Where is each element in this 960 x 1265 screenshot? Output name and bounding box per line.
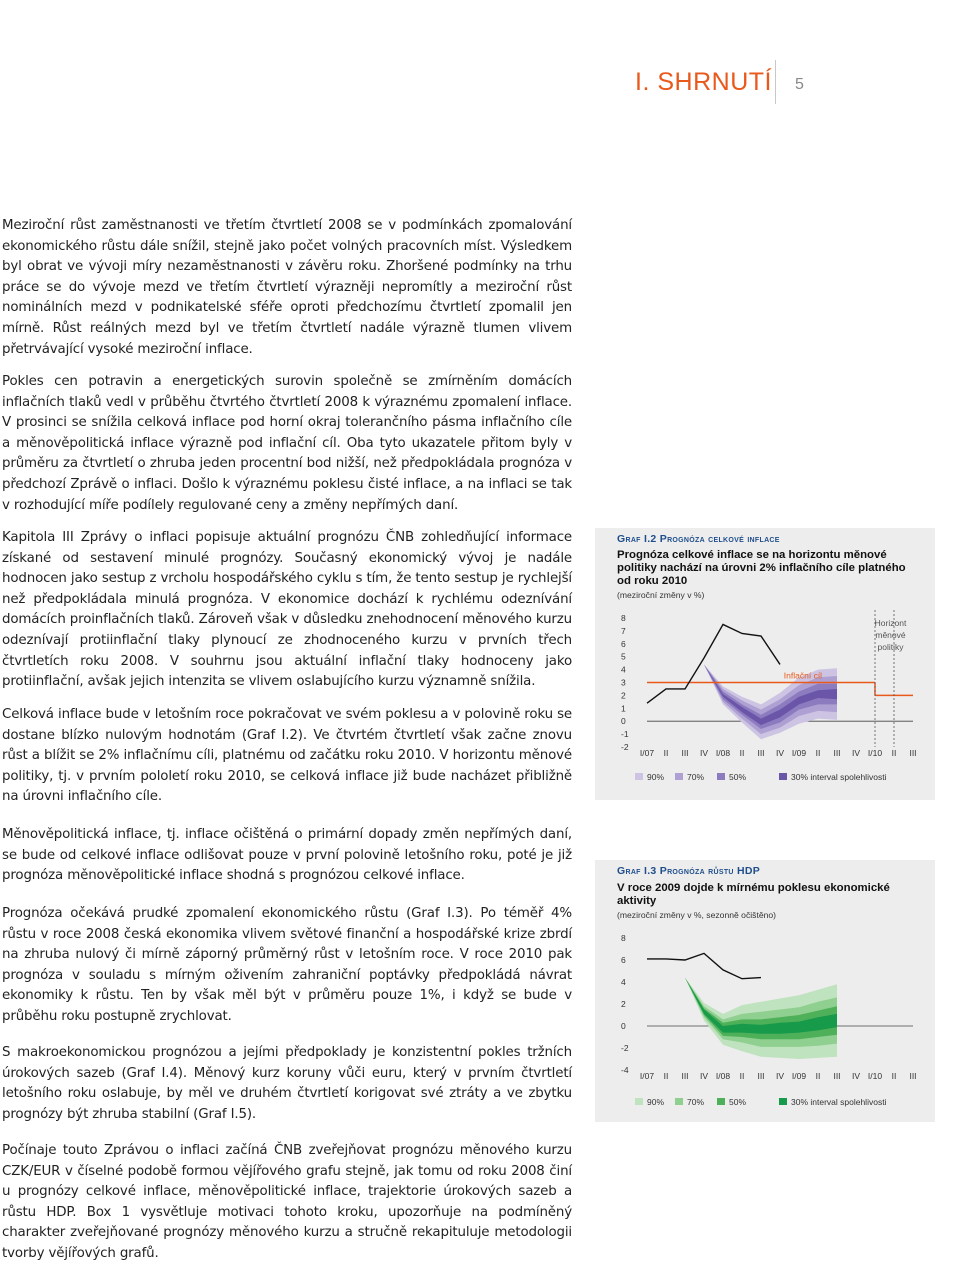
x-tick-label: IV [699, 1071, 709, 1081]
y-tick-label: 3 [621, 677, 626, 688]
y-tick-label: 0 [621, 716, 626, 727]
legend-label: 70% [687, 772, 705, 782]
y-tick-label: -4 [621, 1065, 629, 1075]
paragraph-headline-inflation: Celková inflace bude v letošním roce pokračovat ve svém poklesu a v polovině roku se dostane blízko nulovým hodnotám (Graf I.2). Ve čtvrtém čtvrtletí však začne znovu růst a blížit se 2% inflačnímu cíli, platnému od začátku roku 2010. V horizontu měnové politiky, tj. v prvním pololetí roku 2010, se celková inflace již bude nacházet přibližně na úrovni inflačního cíle. [2, 707, 572, 805]
y-tick-label: 2 [621, 690, 626, 701]
actual-data-line [647, 624, 780, 703]
y-tick-label: 8 [621, 933, 626, 943]
chart-header: Graf I.3 Prognóza růstu HDP [617, 865, 761, 877]
x-tick-label: II [663, 1071, 669, 1081]
x-tick-label: I/08 [715, 748, 731, 758]
y-tick-label: -2 [621, 1043, 629, 1053]
inflation-target-label: Inflační cíl [783, 670, 823, 681]
legend-swatch [779, 773, 787, 780]
chart-subtitle: (meziroční změny v %, sezonně očištěno) [617, 910, 777, 920]
gdp-fan-chart [595, 922, 935, 1122]
y-tick-label: 6 [621, 955, 626, 965]
x-tick-label: IV [699, 748, 709, 758]
x-tick-label: IV [851, 1071, 861, 1081]
legend-swatch [717, 1098, 725, 1105]
x-tick-label: II [739, 1071, 745, 1081]
legend-label: 30% interval spolehlivosti [791, 772, 887, 782]
inflation-fan-chart [595, 602, 935, 802]
x-tick-label: IV [851, 748, 861, 758]
paragraph-gdp: Prognóza očekává prudké zpomalení ekonomického růstu (Graf I.3). Po téměř 4% růstu v roce 2008 česká ekonomika vlivem světové finanční a hospodářské krize zbrdí na zhruba nulový či mírně záporný průměrný růst v letošním roce. V roce 2010 pak prognóza v souladu s mírným oživením zahraniční poptávky předpokládá návrat ekonomiky k růstu. Ten by však měl být v průměru pouze 1%, i když se bude v průběhu roku postupně zrychlovat. [2, 906, 572, 1024]
legend-label: 90% [647, 772, 665, 782]
y-tick-label: 4 [621, 664, 626, 675]
legend-label: 30% interval spolehlivosti [791, 1097, 887, 1107]
x-tick-label: I/10 [867, 748, 883, 758]
x-tick-label: I/07 [639, 1071, 655, 1081]
x-tick-label: III [681, 1071, 689, 1081]
horizon-label: politiky [877, 642, 904, 652]
x-tick-label: II [891, 748, 897, 758]
legend-label: 90% [647, 1097, 665, 1107]
paragraph-labour-market: Meziroční růst zaměstnanosti ve třetím čtvrtletí 2008 se v podmínkách zpomalování ekonomického růstu dále snížil, stejně jako počet volných pracovních míst. Výsledkem byl obrat ve vývoji míry nezaměstnanosti v závěru roku. Zhoršené podmínky na trhu práce se do vývoje mezd ve třetím čtvrtletí výrazněji nepromítly a meziroční růst nominálních mezd v podnikatelské sféře oproti předchozímu čtvrtletí zpomalil jen mírně. Růst reálných mezd byl ve třetím čtvrtletí nadále výrazně tlumen vlivem přetrvávající vysoké meziroční inflace. [2, 218, 572, 357]
y-tick-label: 5 [621, 651, 626, 662]
chart-title: V roce 2009 dojde k mírnému poklesu ekonomické aktivity [617, 882, 890, 907]
chart-subtitle: (meziroční změny v %) [617, 590, 705, 600]
legend-swatch [717, 773, 725, 780]
chart-panel-gdp [595, 860, 935, 1122]
legend-swatch [675, 773, 683, 780]
x-tick-label: II [891, 1071, 897, 1081]
actual-data-line [647, 953, 761, 978]
x-tick-label: II [815, 1071, 821, 1081]
y-tick-label: 4 [621, 977, 626, 987]
x-tick-label: I/09 [791, 1071, 807, 1081]
horizon-label: Horizont [874, 618, 907, 628]
page-number: 5 [795, 76, 804, 93]
x-tick-label: II [815, 748, 821, 758]
x-tick-label: III [833, 1071, 841, 1081]
y-tick-label: -1 [621, 729, 629, 740]
y-tick-label: 0 [621, 1021, 626, 1031]
legend-label: 70% [687, 1097, 705, 1107]
legend-swatch [675, 1098, 683, 1105]
y-tick-label: -2 [621, 742, 629, 752]
y-tick-label: 6 [621, 638, 626, 649]
y-tick-label: 7 [621, 625, 626, 636]
paragraph-monetary-policy-inflation: Měnověpolitická inflace, tj. inflace očištěná o primární dopady změn nepřímých daní, se bude od celkové inflace odlišovat pouze v první polovině letošního roku, poté je již prognóza měnověpolitické inflace shodná s prognózou celkové inflace. [2, 827, 572, 884]
horizon-label: měnové [875, 630, 906, 640]
x-tick-label: III [757, 1071, 765, 1081]
paragraph-inflation: Pokles cen potravin a energetických surovin společně se zmírněním domácích inflačních tlaků vedl v průběhu čtvrtého čtvrtletí 2008 k výraznému zpomalení inflace. V prosinci se snížila celková inflace pod horní okraj tolerančního pásma inflačního cíle a měnověpolitická inflace výrazně pod inflační cíl. Oba tyto ukazatele přitom byly v průměru za čtvrtletí o zhruba jeden procentní bod nižší, než předpokládala prognóza v předchozí Zprávě o inflaci. Došlo k výraznému poklesu čisté inflace, a na inflaci se tak v rozhodující míře podílely regulované ceny a změny nepřímých daní. [2, 374, 572, 513]
legend-swatch [635, 1098, 643, 1105]
y-tick-label: 2 [621, 999, 626, 1009]
chart-header: Graf I.2 Prognóza celkové inflace [617, 533, 780, 545]
chart-panel-inflation [595, 528, 935, 800]
y-tick-label: 1 [621, 703, 626, 714]
legend-swatch [779, 1098, 787, 1105]
x-tick-label: IV [775, 748, 785, 758]
x-tick-label: II [663, 748, 669, 758]
x-tick-label: I/08 [715, 1071, 731, 1081]
x-tick-label: III [909, 748, 917, 758]
legend-label: 50% [729, 772, 747, 782]
paragraph-interest-rates: S makroekonomickou prognózou a jejími předpoklady je konzistentní pokles tržních úrokových sazeb (Graf I.4). Měnový kurz koruny vůči euru, který v prvním čtvrtletí letošního roku oslabuje, by měl ve druhém čtvrtletí korigovat své ztráty a ve zbytku prognózy být zhruba stabilní (Graf I.5). [2, 1045, 572, 1122]
x-tick-label: I/10 [867, 1071, 883, 1081]
x-tick-label: I/09 [791, 748, 807, 758]
section-title: I. SHRNUTÍ [635, 68, 772, 96]
paragraph-exchange-rate: Počínaje touto Zprávou o inflaci začíná ČNB zveřejňovat prognózu měnového kurzu CZK/EUR v číselné podobě formou vějířového grafu stejně, jak tomu od roku 2008 činí u prognózy celkové inflace, měnověpolitické inflace, trajektorie úrokových sazeb a růstu HDP. Box 1 vysvětluje motivaci tohoto kroku, upozorňuje na podmíněný charakter zveřejňované prognózy měnového kurzu a stručně rekapituluje metodologii tvorby vějířových grafů. [2, 1143, 572, 1261]
x-tick-label: III [909, 1071, 917, 1081]
y-tick-label: 8 [621, 613, 626, 623]
x-tick-label: IV [775, 1071, 785, 1081]
chart-title: Prognóza celkové inflace se na horizontu měnové politiky nachází na úrovni 2% inflačního cíle platného od roku 2010 [617, 549, 906, 587]
legend-label: 50% [729, 1097, 747, 1107]
x-tick-label: I/07 [639, 748, 655, 758]
x-tick-label: II [739, 748, 745, 758]
paragraph-forecast: Kapitola III Zprávy o inflaci popisuje aktuální prognózu ČNB zohledňující informace získané od sestavení minulé prognózy. Současný ekonomický vývoj je nadále hodnocen jako sestup z vrcholu hospodářského cyklu s tím, že tento sestup je rychlejší než předpokládala minulá prognóza. V ekonomice dochází k rychlému odeznívání domácích proinflačních tlaků. Zároveň však v důsledku znehodnocení měnového kurzu odeznívají protiinflační tlaky plynoucí ze zhodnoceného kurzu v prvních třech čtvrtletích roku 2008. V souhrnu jsou aktuální inflační tlaky hodnoceny jako protiinflační, avšak jejich intenzita se vlivem oslabujícího kurzu významně snížila. [2, 530, 573, 690]
x-tick-label: III [833, 748, 841, 758]
x-tick-label: III [681, 748, 689, 758]
legend-swatch [635, 773, 643, 780]
x-tick-label: III [757, 748, 765, 758]
header-divider [775, 60, 776, 104]
